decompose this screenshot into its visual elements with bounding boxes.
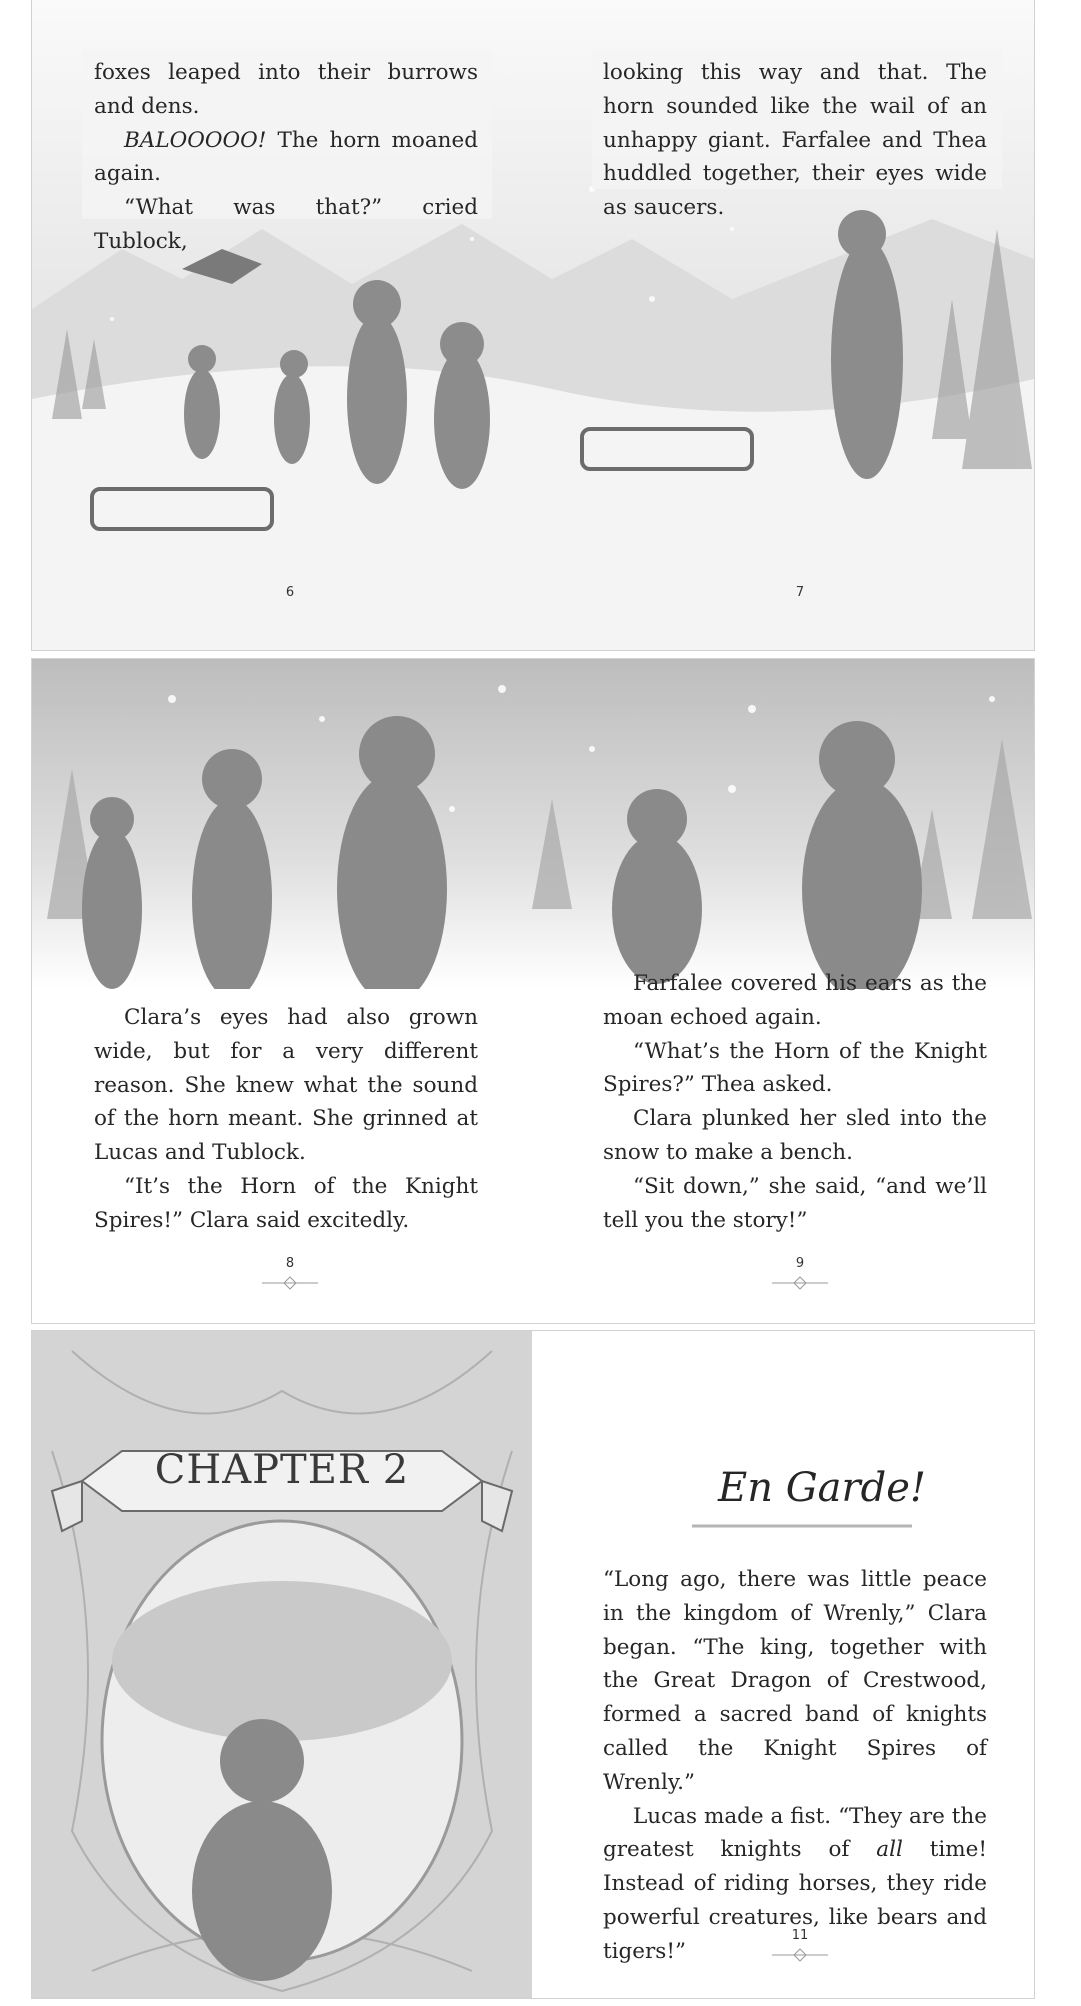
paragraph: Clara’s eyes had also grown wide, but for a very different reason. She knew what the sound of the horn meant. She grinned at Lucas and Tublock. [94,1005,478,1166]
paragraph-text: The horn moaned again. [94,127,478,187]
paragraph-text: Lucas made a fist. “They are the greatest knights of [603,1803,987,1863]
chapter-crest-illustration [32,1331,532,1998]
paragraph: “It’s the Horn of the Knight Spires!” Clara said excitedly. [94,1173,478,1233]
paragraph: “What’s the Horn of the Knight Spires?” Thea asked. [603,1038,987,1098]
page-11-text [603,1563,987,1969]
children-in-snow-illustration [32,659,1034,989]
paragraph [603,1800,987,1969]
chapter-banner-label: CHAPTER 2 [154,1447,410,1493]
paragraph: looking this way and that. The horn sounded like the wail of an unhappy giant. Farfalee and Thea huddled together, their eyes wide as saucers. [603,60,987,221]
page-ornament [260,1273,320,1293]
page-ornament [770,1273,830,1293]
emphasis: all [876,1837,903,1863]
paragraph [94,124,478,192]
paragraph: “Sit down,” she said, “and we’ll tell you the story!” [603,1173,987,1233]
title-underline [692,1521,912,1531]
paragraph: “Long ago, there was little peace in the kingdom of Wrenly,” Clara began. “The king, together with the Great Dragon of Crestwood, formed a sacred band of knights called the Knight Spires of Wrenly.” [603,1567,987,1795]
spread-pages-8-9 [31,658,1035,1324]
page-number-7: 7 [795,585,805,600]
page-8-text [94,1001,478,1238]
paragraph-text: time! Instead of riding horses, they ride powerful creatures, like bears and tigers!” [603,1837,987,1964]
page-number-8: 8 [285,1256,295,1271]
paragraph: Clara plunked her sled into the snow to make a bench. [603,1106,987,1165]
spread-chapter-2 [31,1330,1035,1999]
spread-pages-6-7 [31,0,1035,651]
page-9-text [603,967,987,1237]
paragraph: Farfalee covered his ears as the moan echoed again. [603,971,987,1030]
page-ornament [770,1945,830,1965]
page-number-6: 6 [285,585,295,600]
horn-sound: BALOOOOO! [124,127,267,153]
page-number-9: 9 [795,1256,805,1271]
page-7-text [603,56,987,225]
paragraph: foxes leaped into their burrows and dens. [94,60,478,119]
paragraph: “What was that?” cried Tublock, [94,195,478,254]
page-6-text [94,56,478,259]
chapter-opener-page [32,1331,532,1998]
page-number-11: 11 [791,1928,809,1943]
chapter-title: En Garde! [718,1465,926,1511]
